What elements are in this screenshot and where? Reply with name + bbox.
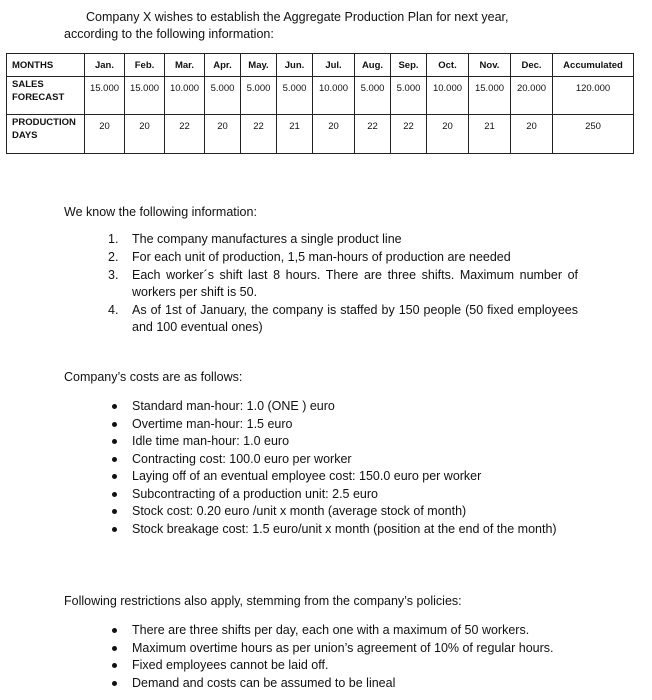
table-cell: 21 — [277, 115, 313, 154]
list-item-text: Standard man-hour: 1.0 (ONE ) euro — [132, 399, 335, 413]
list-item-text: Demand and costs can be assumed to be lineal — [132, 675, 396, 690]
table-cell: 5.000 — [277, 77, 313, 115]
table-cell: 15.000 — [469, 77, 511, 115]
header-apr: Apr. — [205, 54, 241, 77]
list-item — [112, 675, 578, 693]
table-cell: 20 — [511, 115, 553, 154]
costs-list — [112, 398, 578, 538]
bullet-icon — [112, 646, 117, 651]
list-item-text: Overtime man-hour: 1.5 euro — [132, 416, 293, 431]
list-item — [108, 267, 578, 301]
list-item — [108, 302, 578, 336]
intro-line-2: according to the following information: — [64, 27, 274, 41]
table-cell: 5.000 — [241, 77, 277, 115]
list-number: 3. — [108, 268, 119, 282]
table-cell-accumulated: 250 — [553, 115, 634, 154]
bullet-icon — [112, 681, 117, 686]
list-item-text: Idle time man-hour: 1.0 euro — [132, 434, 290, 448]
bullet-icon — [112, 628, 117, 633]
list-item-text: Maximum overtime hours as per union’s agreement of 10% of regular hours. — [132, 640, 554, 655]
list-item — [112, 521, 578, 539]
table-cell: 22 — [241, 115, 277, 154]
table-cell: 15.000 — [85, 77, 125, 115]
list-item-text: Subcontracting of a production unit: 2.5 euro — [132, 486, 378, 501]
table-cell: 20 — [427, 115, 469, 154]
table-cell: 21 — [469, 115, 511, 154]
table-cell: 20 — [85, 115, 125, 154]
table-cell: 20.000 — [511, 77, 553, 115]
list-number: 2. — [108, 250, 119, 264]
production-plan-table — [6, 53, 634, 154]
row-label-sales-forecast — [7, 77, 85, 115]
intro-line-1: Company X wishes to establish the Aggregate Production Plan for next year, — [86, 10, 509, 24]
list-item — [108, 249, 578, 266]
list-item — [112, 622, 578, 640]
bullet-icon — [112, 663, 117, 668]
bullet-icon — [112, 457, 117, 462]
header-may: May. — [241, 54, 277, 77]
header-accumulated: Accumulated — [553, 54, 634, 77]
list-item-text: Laying off of an eventual employee cost: 150.0 euro per worker — [132, 469, 482, 483]
bullet-icon — [112, 404, 117, 409]
list-item — [112, 451, 578, 469]
table-cell: 5.000 — [355, 77, 391, 115]
list-item — [112, 640, 578, 658]
row-label-line: DAYS — [12, 130, 38, 141]
table-header-row — [7, 54, 634, 77]
intro-paragraph — [64, 9, 584, 43]
header-jan: Jan. — [85, 54, 125, 77]
table-cell: 20 — [205, 115, 241, 154]
known-info-list — [108, 231, 578, 337]
table-row-sales-forecast — [7, 77, 634, 115]
list-item — [112, 503, 578, 521]
header-jun: Jun. — [277, 54, 313, 77]
list-item — [112, 486, 578, 504]
list-item — [112, 657, 578, 675]
restrictions-list — [112, 622, 578, 692]
restrictions-heading: Following restrictions also apply, stemming from the company’s policies: — [64, 594, 462, 608]
header-aug: Aug. — [355, 54, 391, 77]
list-item — [112, 398, 578, 416]
list-item-text: Stock cost: 0.20 euro /unit x month (average stock of month) — [132, 504, 467, 518]
table-cell: 10.000 — [165, 77, 205, 115]
row-label-line: FORECAST — [12, 92, 65, 103]
table-cell: 20 — [125, 115, 165, 154]
table-cell: 10.000 — [427, 77, 469, 115]
header-feb: Feb. — [125, 54, 165, 77]
known-info-heading: We know the following information: — [64, 205, 257, 219]
table-cell: 22 — [355, 115, 391, 154]
list-item-text: Contracting cost: 100.0 euro per worker — [132, 451, 352, 466]
header-jul: Jul. — [313, 54, 355, 77]
table-cell: 5.000 — [391, 77, 427, 115]
header-dec: Dec. — [511, 54, 553, 77]
list-item — [112, 433, 578, 451]
list-number: 4. — [108, 303, 119, 317]
list-item-text: Each worker´s shift last 8 hours. There are three shifts. Maximum number of workers per shift is 50. — [132, 268, 578, 299]
bullet-icon — [112, 439, 117, 444]
list-item — [112, 416, 578, 434]
bullet-icon — [112, 527, 117, 532]
table-cell: 22 — [391, 115, 427, 154]
table-cell: 15.000 — [125, 77, 165, 115]
list-item-text: For each unit of production, 1,5 man-hours of production are needed — [132, 250, 511, 264]
row-label-line: SALES — [12, 79, 44, 90]
table-cell: 20 — [313, 115, 355, 154]
header-oct: Oct. — [427, 54, 469, 77]
list-item-text: As of 1st of January, the company is staffed by 150 people (50 fixed employees and 100 eventual ones) — [132, 303, 578, 334]
list-item-text: Stock breakage cost: 1.5 euro/unit x month (position at the end of the month) — [132, 521, 557, 536]
list-item-text: There are three shifts per day, each one with a maximum of 50 workers. — [132, 623, 530, 637]
table-cell-accumulated: 120.000 — [553, 77, 634, 115]
row-label-line: PRODUCTION — [12, 117, 76, 128]
header-months: MONTHS — [7, 54, 85, 77]
table-cell: 10.000 — [313, 77, 355, 115]
bullet-icon — [112, 474, 117, 479]
table-row-production-days — [7, 115, 634, 154]
table-cell: 5.000 — [205, 77, 241, 115]
list-item-text: The company manufactures a single product line — [132, 232, 402, 246]
bullet-icon — [112, 509, 117, 514]
costs-heading: Company’s costs are as follows: — [64, 370, 243, 384]
list-item — [112, 468, 578, 486]
header-sep: Sep. — [391, 54, 427, 77]
table-cell: 22 — [165, 115, 205, 154]
header-mar: Mar. — [165, 54, 205, 77]
header-nov: Nov. — [469, 54, 511, 77]
bullet-icon — [112, 492, 117, 497]
row-label-production-days — [7, 115, 85, 154]
list-number: 1. — [108, 232, 119, 246]
list-item — [108, 231, 578, 248]
bullet-icon — [112, 422, 117, 427]
list-item-text: Fixed employees cannot be laid off. — [132, 658, 329, 672]
